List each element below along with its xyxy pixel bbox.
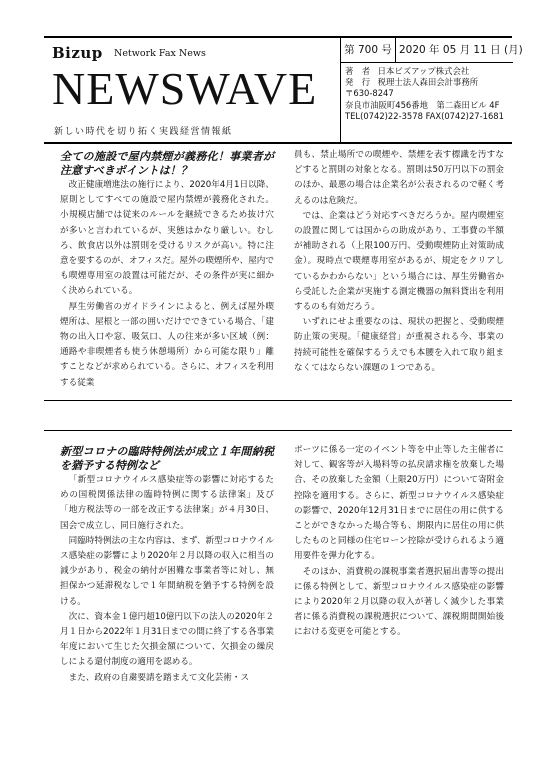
author-value: 日本ビズアップ株式会社 [377,66,470,76]
brand-name: Bizup [52,44,103,62]
issue-date: 2020 年 05 月 11 日 (月) [399,44,523,56]
publisher-key: 発 行 [345,77,371,88]
article-corona-tax [44,430,512,731]
article-1-paragraph: では、企業はどう対応すべきだろうか。屋内喫煙室の設置に関しては国からの助成があり、工事費の半額が補助される（上限100万円、受動喫煙防止対策助成金）。現時点で喫煙専用室があるが、規定をクリアしているかわからない」という場合には、厚生労働省から受託した企業が実施する測定機器の無料貸出を利用するのも有効だろう。 [294,210,504,313]
postal-code: 〒630-8247 [345,88,394,99]
article-2-column-1 [60,445,274,686]
publisher-value: 税理士法人森田会計事務所 [377,77,479,88]
address: 奈良市油阪町456番地 第二森田ビル 4F [345,99,500,110]
publisher-line [345,77,504,88]
author-line [345,66,504,77]
article-2-paragraph: ポーツに係る一定のイベント等を中止等した主催者に対して、観客等が入場料等の払戻請求権を放棄した場合、その放棄した金額（上限20万円）について寄附金控除を適用する。さらに、新型コロナウイルス感染症の影響で、2020年12月31日までに居住の用に供することができなかった場合等も、期限内に居住の用に供したものと同様の住宅ローン控除が受けられるよう適用要件を弾力化する。 [294,445,504,562]
masthead-info [340,38,523,142]
article-1-paragraph: いずれにせよ重要なのは、現状の把握と、受動喫煙防止策の実現。「健康経営」が重視される今、事業の持続可能性を確保するうえでも本腰を入れて取り組まなくてはならない課題の１つである。 [294,317,504,373]
article-2-paragraph: そのほか、消費税の課税事業者選択届出書等の提出に係る特例として、新型コロナウイルス感染症の影響により2020年２月以降の収入が著しく減少した事業者に係る消費税の課税選択について、課税期間開始後における変更を可能とする。 [294,566,504,638]
tel-fax: TEL(0742)22-3578 FAX(0742)27-1681 [345,110,504,121]
article-2-headline: 新型コロナの臨時特例法が成立１年間納税を猶予する特例など [60,445,274,472]
article-smoking [44,140,512,401]
newsletter-title: NEWSWAVE [52,63,318,114]
issue-row [341,38,523,63]
author-key: 著 者 [345,66,371,76]
tagline: 新しい時代を切り拓く実践経営情報紙 [54,127,233,137]
article-2-paragraph: 次に、資本金１億円超10億円以下の法人の2020年２月１日から2022年１月31日までの間に終了する各事業年度において生じた欠損金額について、欠損金の繰戻しによる還付制度の適用を認める。 [60,611,274,668]
article-2-paragraph: また、政府の自粛要請を踏まえて文化芸術・ス [68,672,250,683]
article-1-paragraph: 厚生労働省のガイドラインによると、例えば屋外喫煙所は、屋根と一部の囲いだけでできている場合、「建物の出入口や窓、吸気口、人の往来が多い区域（例：通路や非喫煙者も使う休憩場所）から可能な限り」離すことなどが求められている。さらに、オフィスを利用する従業 [60,301,274,388]
issue-number: 第 700 号 [341,38,396,62]
brand-subtitle: Network Fax News [114,48,206,59]
article-2-paragraph: 同臨時特例法の主な内容は、まず、新型コロナウイルス感染症の影響により2020年２月以降の収入に相当の減少があり、税金の納付が困難な事業者等に対し、無担保かつ延滞税なしで１年間納税を猶予する特例を設ける。 [60,535,274,607]
masthead [44,36,523,144]
article-1-column-2 [294,148,504,376]
article-1-column-1 [60,150,274,391]
article-1-paragraph: 改正健康増進法の施行により、2020年4月1日以降、原則としてすべての施設で屋内禁煙が義務化された。小規模店舗では従来のルールを継続できるため抜け穴が多いと言われているが、実態はかなり厳しい。むしろ、飲食店以外は罰則を受けるリスクが高い。特に注意を要するのが、オフィスだ。屋外の喫煙所や、屋内でも喫煙専用室の設置は可能だが、その条件が実に細かく決められている。 [60,180,274,297]
article-1-paragraph: 員も、禁止場所での喫煙や、禁煙を表す標識を汚すなどすると罰則の対象となる。罰則は50万円以下の罰金のほか、最悪の場合は企業名が公表されるので軽く考えるのは危険だ。 [294,150,504,206]
article-2-column-2 [294,443,504,641]
article-2-paragraph: 「新型コロナウイルス感染症等の影響に対応するための国税関係法律の臨時特例に関する法律案」及び「地方税法等の一部を改正する法律案」が４月30日、国会で成立し、同日施行された。 [60,475,274,531]
publisher-info [345,66,504,122]
article-1-headline: 全ての施設で屋内禁煙が義務化！事業者が注意すべきポイントは！？ [60,150,274,177]
